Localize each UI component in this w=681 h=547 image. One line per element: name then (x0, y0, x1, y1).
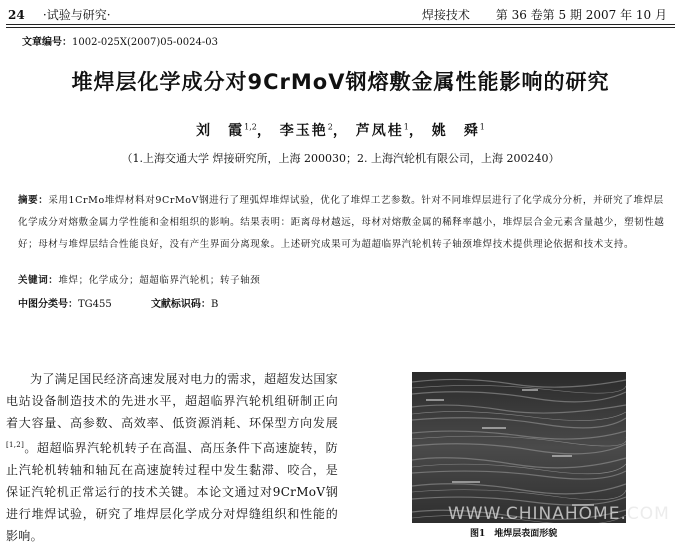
paper-title: 堆焊层化学成分对9CrMoV钢熔敷金属性能影响的研究 (71, 70, 610, 94)
keywords (18, 272, 260, 286)
watermark: WWW.CHINAHOME.COM (448, 504, 670, 524)
keywords-label: 关键词： (18, 275, 59, 286)
section-label: ·试验与研究· (42, 8, 111, 22)
running-header-left (8, 6, 111, 23)
weld-surface-image (412, 372, 626, 523)
author-list: 刘 霞$^{1,2}$， 李玉艳$^2$， 芦凤桂$^1$， 姚 舜$^1$ (196, 122, 485, 139)
article-number-label: 文章编号： (22, 37, 72, 48)
keywords-text: 堆焊；化学成分；超超临界汽轮机；转子轴颈 (58, 275, 261, 286)
doc-code-label: 文献标识码： (150, 299, 211, 310)
body-text-cont: 。超超临界汽轮机转子在高温、高压条件下高速旋转，防止汽轮机转轴和轴瓦在高速旋转过程中发生黏滞、咬合，是保证汽轮机正常运行的技术关键。本论文通过对9CrMoV钢进行堆焊试验，研究了堆焊层化学成分对焊缝组织和性能的影响。 (6, 441, 338, 543)
abstract (18, 190, 666, 256)
author: 芦凤桂$^1$ (355, 122, 409, 139)
figure-image (412, 372, 626, 523)
author: 李玉艳$^2$ (279, 122, 333, 139)
issue-info: 第 36 卷第 5 期 2007 年 10 月 (495, 8, 667, 22)
header-rule-bottom (6, 27, 675, 28)
page-number: 24 (8, 8, 25, 22)
article-number-value: 1002-025X(2007)05-0024-03 (72, 37, 218, 48)
abstract-label: 摘要： (18, 195, 49, 206)
header-rule-top (6, 24, 675, 25)
figure-caption: 图1 堆焊层表面形貌 (470, 529, 558, 539)
running-header-right (422, 6, 667, 23)
clc-value: TG455 (78, 299, 112, 310)
body-paragraph (6, 368, 338, 547)
author: 姚 舜$^1$ (431, 122, 485, 139)
body-text: 为了满足国民经济高速发展对电力的需求，超超发达国家电站设备制造技术的先进水平，超超临界汽轮机组研制正向着大容量、高参数、高效率、低资源消耗、环保型方向发展 (6, 372, 338, 430)
reference-marker: [1,2] (6, 441, 25, 449)
affiliation: （1.上海交通大学 焊接研究所，上海 200030；2. 上海汽轮机有限公司，上海 200240） (121, 152, 560, 165)
classification-line (18, 295, 218, 310)
doc-code-value: B (210, 299, 219, 310)
article-number (22, 33, 218, 48)
author: 刘 霞$^{1,2}$ (196, 122, 257, 139)
journal-name: 焊接技术 (421, 8, 470, 22)
clc-label: 中图分类号： (18, 299, 78, 310)
abstract-text: 采用1CrMo堆焊材料对9CrMoV钢进行了理弧焊堆焊试验，优化了堆焊工艺参数。针对不同堆焊层进行了化学成分分析，并研究了堆焊层化学成分对熔敷金属力学性能和金相组织的影响。结果表明：距离母材越远，母材对熔敷金属的稀释率越小，堆焊层合金元素含量越少，塑韧性越好；母材与堆焊层结合性能良好，没有产生界面分离现象。上述研究成果可为超超临界汽轮机转子轴颈堆焊技术提供理论依据和技术支持。 (18, 195, 665, 250)
